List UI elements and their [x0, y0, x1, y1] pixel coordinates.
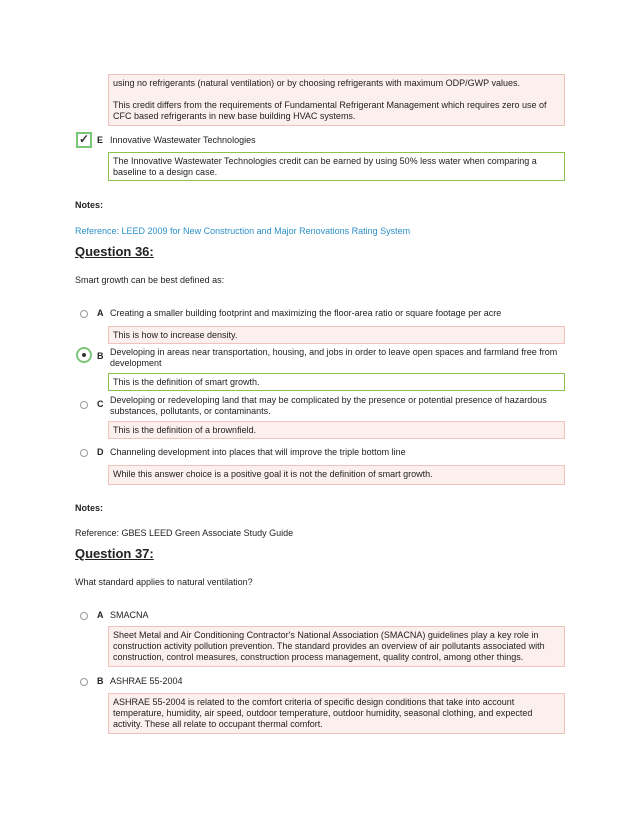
- checkbox-checked-icon[interactable]: ✓: [76, 132, 92, 148]
- radio-icon[interactable]: [80, 401, 88, 409]
- q36-option-d-text: Channeling development into places that will improve the triple bottom line: [110, 447, 406, 457]
- question-36-title: Question 36:: [75, 244, 154, 259]
- q36-option-b-letter: B: [97, 351, 104, 361]
- radio-icon[interactable]: [80, 612, 88, 620]
- q36-option-c-letter: C: [97, 399, 104, 409]
- feedback-fragment: [108, 74, 565, 126]
- question-36-prompt: Smart growth can be best defined as:: [75, 275, 225, 285]
- radio-icon[interactable]: [80, 449, 88, 457]
- q36-option-a-letter: A: [97, 308, 104, 318]
- q37-option-b-text: ASHRAE 55-2004: [110, 676, 183, 686]
- question-37-title: Question 37:: [75, 546, 154, 561]
- radio-icon[interactable]: [80, 310, 88, 318]
- notes-label: Notes:: [75, 200, 104, 210]
- q37-option-b-feedback: ASHRAE 55-2004 is related to the comfort criteria of specific design conditions that take into account temperature, humidity, air speed, outdoor temperature, outdoor humidity, seasonal clothing, and expected activity. These all relate to occupant thermal comfort.: [108, 693, 565, 734]
- q36-option-d-letter: D: [97, 447, 104, 457]
- q36-option-b-text: Developing in areas near transportation, housing, and jobs in order to leave open spaces and farmland free from development: [110, 347, 558, 368]
- reference-text: Reference: GBES LEED Green Associate Study Guide: [75, 528, 294, 538]
- radio-selected-icon[interactable]: [76, 347, 92, 363]
- notes-label: Notes:: [75, 503, 104, 513]
- radio-icon[interactable]: [80, 678, 88, 686]
- option-e-feedback: The Innovative Wastewater Technologies credit can be earned by using 50% less water when comparing a baseline to a design case.: [108, 152, 565, 181]
- feedback-fragment-paragraph: This credit differs from the requirements of Fundamental Refrigerant Management which requires zero use of CFC based refrigerants in new base building HVAC systems.: [113, 100, 547, 121]
- q36-option-d-feedback: While this answer choice is a positive goal it is not the definition of smart growth.: [108, 465, 565, 485]
- question-37-prompt: What standard applies to natural ventilation?: [75, 577, 253, 587]
- q36-option-a-feedback: This is how to increase density.: [108, 326, 565, 344]
- option-e-letter: E: [97, 135, 104, 145]
- option-e-text: Innovative Wastewater Technologies: [110, 135, 256, 145]
- q37-option-a-letter: A: [97, 610, 104, 620]
- q37-option-a-feedback: Sheet Metal and Air Conditioning Contractor's National Association (SMACNA) guidelines play a key role in construction activity pollution prevention. The standard provides an overview of air pollutants associated with construction, control measures, construction process management, quality control, among other things.: [108, 626, 565, 667]
- reference-link[interactable]: Reference: LEED 2009 for New Construction and Major Renovations Rating System: [75, 226, 411, 236]
- q36-option-c-feedback: This is the definition of a brownfield.: [108, 421, 565, 439]
- q37-option-b-letter: B: [97, 676, 104, 686]
- q36-option-b-feedback: This is the definition of smart growth.: [108, 373, 565, 391]
- q36-option-a-text: Creating a smaller building footprint and maximizing the floor-area ratio or square footage per acre: [110, 308, 502, 318]
- feedback-fragment-line: using no refrigerants (natural ventilation) or by choosing refrigerants with maximum ODP/GWP values.: [113, 78, 521, 88]
- q36-option-c-text: Developing or redeveloping land that may be complicated by the presence or potential presence of hazardous substances, pollutants, or contaminants.: [110, 395, 547, 416]
- q37-option-a-text: SMACNA: [110, 610, 149, 620]
